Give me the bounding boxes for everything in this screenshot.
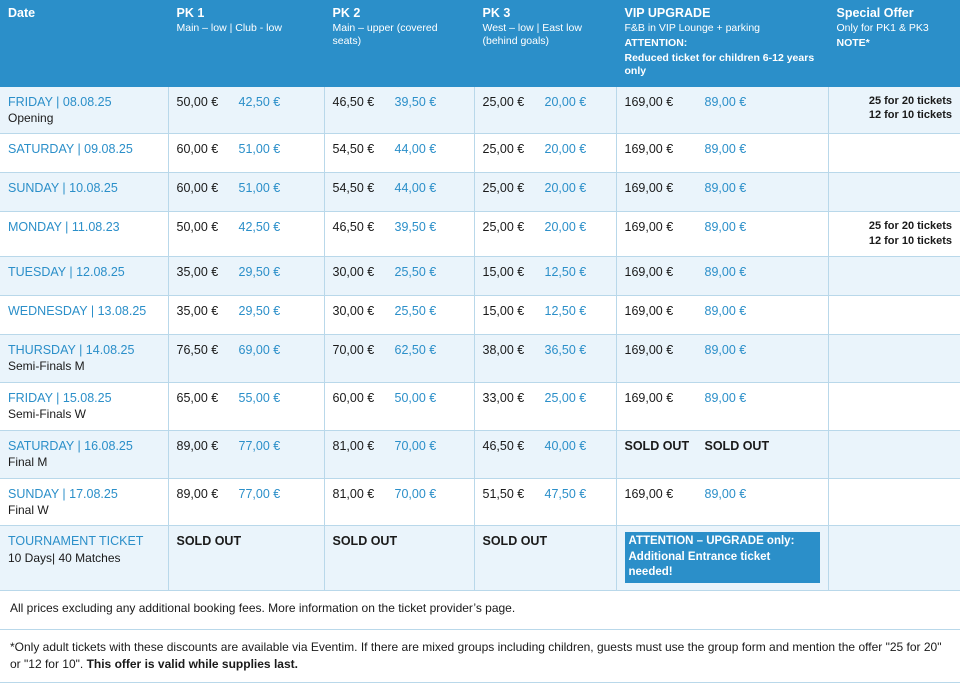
cell-tournament-label <box>0 526 168 591</box>
table-row <box>0 257 960 296</box>
price-pk2-main: 30,00 € <box>332 265 375 280</box>
price-pk1-club: 42,50 € <box>238 220 281 235</box>
table-row <box>0 87 960 134</box>
cell-tournament-pk1 <box>168 526 324 591</box>
price-pk1-main: 65,00 € <box>176 390 219 405</box>
date-label: SATURDAY | 09.08.25 <box>8 142 133 157</box>
cell-pk2 <box>324 134 474 173</box>
status-badge-pk1-sold-out: SOLD OUT <box>176 534 242 549</box>
column-header-offer-sub-1: Only for PK1 & PK3 <box>836 22 929 34</box>
column-header-pk2-sub: Main – upper (covered seats) <box>332 22 438 48</box>
price-pk3-main: 25,00 € <box>482 94 525 109</box>
cell-vip-upgrade <box>616 212 828 257</box>
price-pk3-reduced: 25,00 € <box>544 390 587 405</box>
cell-pk3 <box>474 212 616 257</box>
table-body <box>0 87 960 682</box>
cell-date <box>0 173 168 212</box>
price-pk3-main: 38,00 € <box>482 343 525 358</box>
price-pk2-reduced: 62,50 € <box>394 343 437 358</box>
price-pk3-main: 15,00 € <box>482 265 525 280</box>
column-header-pk1-sub: Main – low | Club - low <box>176 22 282 34</box>
price-vip-adult: 169,00 € <box>624 94 674 109</box>
column-header-vip-sub-2: ATTENTION: <box>624 37 688 50</box>
price-pk1-main: 35,00 € <box>176 304 219 319</box>
cell-pk1 <box>168 212 324 257</box>
price-pk2-main: 30,00 € <box>332 304 375 319</box>
cell-special-offer <box>828 257 960 296</box>
price-pk3-reduced: 47,50 € <box>544 486 587 501</box>
cell-pk1 <box>168 87 324 134</box>
price-pk2-main: 81,00 € <box>332 486 375 501</box>
cell-tournament-offer <box>828 526 960 591</box>
price-pk3-reduced: 40,00 € <box>544 438 587 453</box>
column-header-offer-sub-2: NOTE* <box>836 37 870 50</box>
price-pk3-reduced: 20,00 € <box>544 181 587 196</box>
price-pk3-main: 15,00 € <box>482 304 525 319</box>
date-note: Final M <box>8 454 48 469</box>
cell-pk3 <box>474 173 616 212</box>
price-pk1-club: 42,50 € <box>238 94 281 109</box>
attention-upgrade-notice <box>625 532 820 583</box>
date-note: Semi-Finals M <box>8 359 85 374</box>
cell-pk3 <box>474 134 616 173</box>
price-pk3-main: 25,00 € <box>482 142 525 157</box>
date-note: Opening <box>8 110 54 125</box>
cell-pk2 <box>324 212 474 257</box>
cell-special-offer <box>828 134 960 173</box>
date-label: SATURDAY | 16.08.25 <box>8 438 133 453</box>
column-header-pk1 <box>168 0 324 87</box>
date-note: Final W <box>8 502 49 517</box>
price-vip-adult: 169,00 € <box>624 390 674 405</box>
cell-tournament-vip <box>616 526 828 591</box>
price-vip-child: 89,00 € <box>704 94 747 109</box>
attention-upgrade-line-2: Additional Entrance ticket needed! <box>628 550 771 579</box>
cell-tournament-pk3 <box>474 526 616 591</box>
cell-pk2 <box>324 296 474 335</box>
table-row <box>0 173 960 212</box>
price-pk2-main: 46,50 € <box>332 220 375 235</box>
offer-line-1: 25 for 20 tickets <box>868 220 952 233</box>
cell-vip-upgrade <box>616 257 828 296</box>
offer-line-1: 25 for 20 tickets <box>868 94 952 107</box>
price-pk3-main: 25,00 € <box>482 220 525 235</box>
price-pk1-main: 35,00 € <box>176 265 219 280</box>
price-vip-adult: 169,00 € <box>624 486 674 501</box>
price-pk1-main: 89,00 € <box>176 438 219 453</box>
column-header-date <box>0 0 168 87</box>
column-header-pk2-title: PK 2 <box>332 6 361 20</box>
cell-pk1 <box>168 335 324 383</box>
cell-special-offer <box>828 335 960 383</box>
table-row <box>0 212 960 257</box>
column-header-vip-sub-3: Reduced ticket for children 6-12 years only <box>624 52 815 78</box>
status-badge-vip-child: SOLD OUT <box>704 438 770 453</box>
price-pk2-reduced: 44,00 € <box>394 142 437 157</box>
footnote-discounts-text: *Only adult tickets with these discounts are available via Eventim. If there are mixed groups including children, guests must use the group form and mention the offer "25 for 20" or "12 for 10". <box>10 639 942 671</box>
price-pk1-club: 77,00 € <box>238 438 281 453</box>
price-vip-child: 89,00 € <box>704 142 747 157</box>
price-vip-adult: 169,00 € <box>624 220 674 235</box>
cell-pk2 <box>324 478 474 526</box>
date-label: THURSDAY | 14.08.25 <box>8 343 135 358</box>
price-pk3-main: 51,50 € <box>482 486 525 501</box>
offer-line-2: 12 for 10 tickets <box>868 109 952 122</box>
date-label: TUESDAY | 12.08.25 <box>8 265 125 280</box>
price-pk1-club: 29,50 € <box>238 304 281 319</box>
table-row <box>0 335 960 383</box>
price-vip-child: 89,00 € <box>704 486 747 501</box>
price-vip-child: 89,00 € <box>704 304 747 319</box>
cell-pk2 <box>324 257 474 296</box>
column-header-pk1-title: PK 1 <box>176 6 205 20</box>
cell-special-offer <box>828 382 960 430</box>
cell-pk1 <box>168 430 324 478</box>
cell-pk3 <box>474 382 616 430</box>
column-header-pk3 <box>474 0 616 87</box>
cell-date <box>0 430 168 478</box>
price-pk2-reduced: 70,00 € <box>394 438 437 453</box>
cell-pk3 <box>474 430 616 478</box>
cell-date <box>0 87 168 134</box>
cell-tournament-pk2 <box>324 526 474 591</box>
price-pk2-reduced: 25,50 € <box>394 304 437 319</box>
footnote-row-discounts <box>0 629 960 681</box>
date-label: FRIDAY | 08.08.25 <box>8 94 112 109</box>
cell-special-offer <box>828 173 960 212</box>
cell-special-offer <box>828 87 960 134</box>
cell-pk3 <box>474 478 616 526</box>
column-header-pk3-sub: West – low | East low (behind goals) <box>482 22 582 48</box>
footnote-cell <box>0 590 960 629</box>
cell-pk1 <box>168 257 324 296</box>
table-row <box>0 382 960 430</box>
date-label: WEDNESDAY | 13.08.25 <box>8 304 147 319</box>
date-label: MONDAY | 11.08.23 <box>8 220 120 235</box>
price-pk1-main: 89,00 € <box>176 486 219 501</box>
tournament-ticket-note: 10 Days| 40 Matches <box>8 550 121 565</box>
table-row <box>0 478 960 526</box>
price-pk3-main: 33,00 € <box>482 390 525 405</box>
cell-date <box>0 257 168 296</box>
price-pk3-reduced: 20,00 € <box>544 94 587 109</box>
column-header-vip-sub-1: F&B in VIP Lounge + parking <box>624 22 761 34</box>
price-pk1-main: 76,50 € <box>176 343 219 358</box>
date-note: Semi-Finals W <box>8 407 87 422</box>
cell-vip-upgrade <box>616 134 828 173</box>
price-pk2-reduced: 39,50 € <box>394 220 437 235</box>
cell-pk3 <box>474 296 616 335</box>
table-row-tournament-ticket <box>0 526 960 591</box>
price-pk1-club: 69,00 € <box>238 343 281 358</box>
price-vip-child: 89,00 € <box>704 220 747 235</box>
status-badge-pk2-sold-out: SOLD OUT <box>332 534 398 549</box>
cell-pk2 <box>324 173 474 212</box>
cell-vip-upgrade <box>616 430 828 478</box>
cell-pk2 <box>324 430 474 478</box>
cell-pk3 <box>474 257 616 296</box>
price-pk3-main: 25,00 € <box>482 181 525 196</box>
cell-vip-upgrade <box>616 173 828 212</box>
price-pk1-main: 60,00 € <box>176 142 219 157</box>
cell-vip-upgrade <box>616 382 828 430</box>
column-header-vip-title: VIP UPGRADE <box>624 6 711 20</box>
price-vip-adult: 169,00 € <box>624 304 674 319</box>
date-label: SUNDAY | 10.08.25 <box>8 181 118 196</box>
price-pk1-club: 51,00 € <box>238 142 281 157</box>
cell-date <box>0 212 168 257</box>
price-vip-adult: 169,00 € <box>624 265 674 280</box>
price-pk2-main: 46,50 € <box>332 94 375 109</box>
price-pk3-reduced: 36,50 € <box>544 343 587 358</box>
cell-date <box>0 296 168 335</box>
cell-pk3 <box>474 87 616 134</box>
cell-vip-upgrade <box>616 478 828 526</box>
column-header-pk2 <box>324 0 474 87</box>
date-label: SUNDAY | 17.08.25 <box>8 486 118 501</box>
price-pk2-main: 60,00 € <box>332 390 375 405</box>
price-pk3-reduced: 20,00 € <box>544 142 587 157</box>
price-pk2-main: 54,50 € <box>332 142 375 157</box>
cell-special-offer <box>828 296 960 335</box>
column-header-vip-upgrade <box>616 0 828 87</box>
price-vip-adult: 169,00 € <box>624 181 674 196</box>
price-pk2-reduced: 25,50 € <box>394 265 437 280</box>
price-pk3-reduced: 12,50 € <box>544 265 587 280</box>
footnote-booking-fees-text: All prices excluding any additional booking fees. More information on the ticket provider’s page. <box>10 600 516 615</box>
column-header-special-offer <box>828 0 960 87</box>
cell-pk1 <box>168 382 324 430</box>
status-badge-pk3-sold-out: SOLD OUT <box>482 534 548 549</box>
price-pk1-club: 51,00 € <box>238 181 281 196</box>
cell-vip-upgrade <box>616 87 828 134</box>
price-pk1-club: 55,00 € <box>238 390 281 405</box>
price-pk2-main: 81,00 € <box>332 438 375 453</box>
table-row <box>0 296 960 335</box>
price-vip-adult: 169,00 € <box>624 142 674 157</box>
price-pk2-reduced: 44,00 € <box>394 181 437 196</box>
cell-pk2 <box>324 382 474 430</box>
column-header-offer-title: Special Offer <box>836 6 914 20</box>
cell-special-offer <box>828 430 960 478</box>
cell-date <box>0 335 168 383</box>
price-pk2-reduced: 39,50 € <box>394 94 437 109</box>
cell-date <box>0 478 168 526</box>
price-pk3-main: 46,50 € <box>482 438 525 453</box>
date-label: FRIDAY | 15.08.25 <box>8 390 112 405</box>
footnote-discounts-emphasis: This offer is valid while supplies last. <box>86 656 298 671</box>
column-header-pk3-title: PK 3 <box>482 6 511 20</box>
footnote-row-booking-fees <box>0 590 960 629</box>
price-pk2-reduced: 50,00 € <box>394 390 437 405</box>
price-pk1-club: 29,50 € <box>238 265 281 280</box>
cell-vip-upgrade <box>616 335 828 383</box>
price-vip-child: 89,00 € <box>704 181 747 196</box>
price-vip-child: 89,00 € <box>704 343 747 358</box>
price-pk1-main: 50,00 € <box>176 94 219 109</box>
cell-pk3 <box>474 335 616 383</box>
cell-date <box>0 382 168 430</box>
cell-pk2 <box>324 87 474 134</box>
price-vip-child: 89,00 € <box>704 265 747 280</box>
table-header-row <box>0 0 960 87</box>
price-vip-adult: 169,00 € <box>624 343 674 358</box>
price-pk1-main: 60,00 € <box>176 181 219 196</box>
footnote-cell <box>0 629 960 681</box>
price-pk1-club: 77,00 € <box>238 486 281 501</box>
price-pk1-main: 50,00 € <box>176 220 219 235</box>
cell-pk1 <box>168 296 324 335</box>
status-badge-vip-adult: SOLD OUT <box>624 438 690 453</box>
cell-pk1 <box>168 478 324 526</box>
price-pk3-reduced: 12,50 € <box>544 304 587 319</box>
price-pk2-main: 54,50 € <box>332 181 375 196</box>
cell-pk2 <box>324 335 474 383</box>
column-header-date-title: Date <box>8 6 36 20</box>
table-header <box>0 0 960 87</box>
cell-pk1 <box>168 134 324 173</box>
cell-pk1 <box>168 173 324 212</box>
cell-vip-upgrade <box>616 296 828 335</box>
table-row <box>0 134 960 173</box>
attention-upgrade-line-1: ATTENTION – UPGRADE only: <box>628 535 795 548</box>
price-vip-child: 89,00 € <box>704 390 747 405</box>
price-pk3-reduced: 20,00 € <box>544 220 587 235</box>
cell-special-offer <box>828 212 960 257</box>
cell-date <box>0 134 168 173</box>
tournament-ticket-label: TOURNAMENT TICKET <box>8 534 144 549</box>
price-pk2-reduced: 70,00 € <box>394 486 437 501</box>
offer-line-2: 12 for 10 tickets <box>868 235 952 248</box>
cell-special-offer <box>828 478 960 526</box>
table-row <box>0 430 960 478</box>
price-pk2-main: 70,00 € <box>332 343 375 358</box>
